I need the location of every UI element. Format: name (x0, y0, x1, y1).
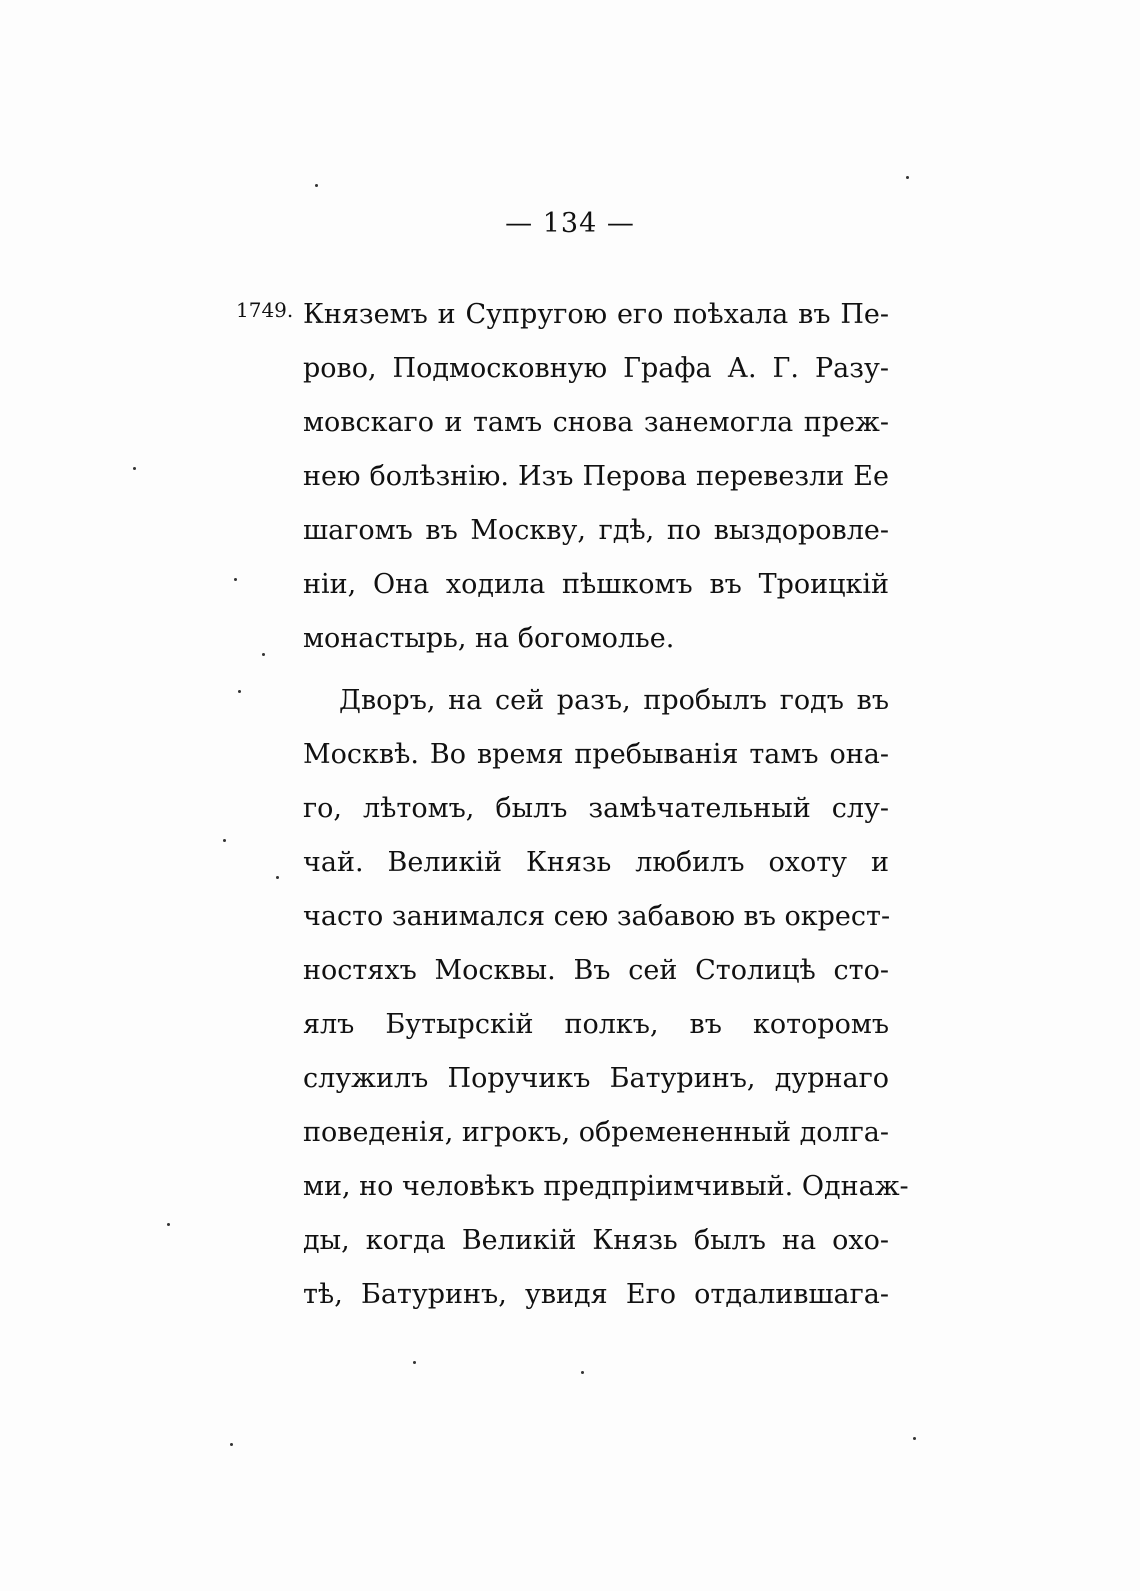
text-line: тѣ, Батуринъ, увидя Его отдалившага- (303, 1279, 889, 1310)
scan-speck (276, 876, 279, 879)
text-line: Дворъ, на сей разъ, пробылъ годъ въ (339, 685, 889, 716)
scan-speck (230, 1443, 233, 1446)
text-line (303, 1322, 889, 1376)
text-line: часто занимался сею забавою въ окрест- (303, 901, 891, 932)
text-line: ми, но человѣкъ предпріимчивый. Однаж- (303, 1171, 909, 1202)
text-line: рово, Подмосковную Графа А. Г. Разу- (303, 353, 889, 384)
scan-speck (234, 578, 237, 581)
scan-speck (315, 184, 318, 187)
margin-year-note: 1749. (236, 298, 294, 322)
text-line: нею болѣзнію. Изъ Перова перевезли Ее (303, 461, 889, 492)
scan-speck (223, 839, 226, 842)
scan-speck (167, 1223, 170, 1226)
text-line: го, лѣтомъ, былъ замѣчательный слу- (303, 793, 889, 824)
scan-speck (913, 1437, 916, 1440)
text-line: ды, когда Великій Князь былъ на охо- (303, 1225, 889, 1256)
text-line: шагомъ въ Москву, гдѣ, по выздоровле- (303, 515, 889, 546)
text-line: ностяхъ Москвы. Въ сей Столицѣ сто- (303, 955, 889, 986)
text-line: ніи, Она ходила пѣшкомъ въ Троицкій (303, 569, 889, 600)
text-line: Москвѣ. Во время пребыванія тамъ она- (303, 739, 889, 770)
page-number: — 134 — (505, 208, 635, 239)
text-line: Княземъ и Супругою его поѣхала въ Пе- (303, 299, 889, 330)
scan-speck (133, 467, 136, 470)
scan-speck (413, 1361, 416, 1364)
scan-speck (906, 176, 909, 179)
text-line: служилъ Поручикъ Батуринъ, дурнаго (303, 1063, 889, 1094)
scan-speck (262, 653, 265, 656)
text-line: монастырь, на богомолье. (303, 623, 675, 654)
scan-speck (581, 1371, 584, 1374)
paragraph-2 (303, 674, 909, 1376)
scan-speck (238, 690, 241, 693)
paragraph-1 (303, 288, 889, 666)
text-line: поведенія, игрокъ, обремененный долга- (303, 1117, 889, 1148)
text-line: чай. Великій Князь любилъ охоту и (303, 847, 889, 878)
paragraph-gap (303, 666, 889, 674)
text-line: ялъ Бутырскій полкъ, въ которомъ (303, 1009, 889, 1040)
body-text (303, 288, 909, 1376)
text-line: мовскаго и тамъ снова занемогла преж- (303, 407, 889, 438)
